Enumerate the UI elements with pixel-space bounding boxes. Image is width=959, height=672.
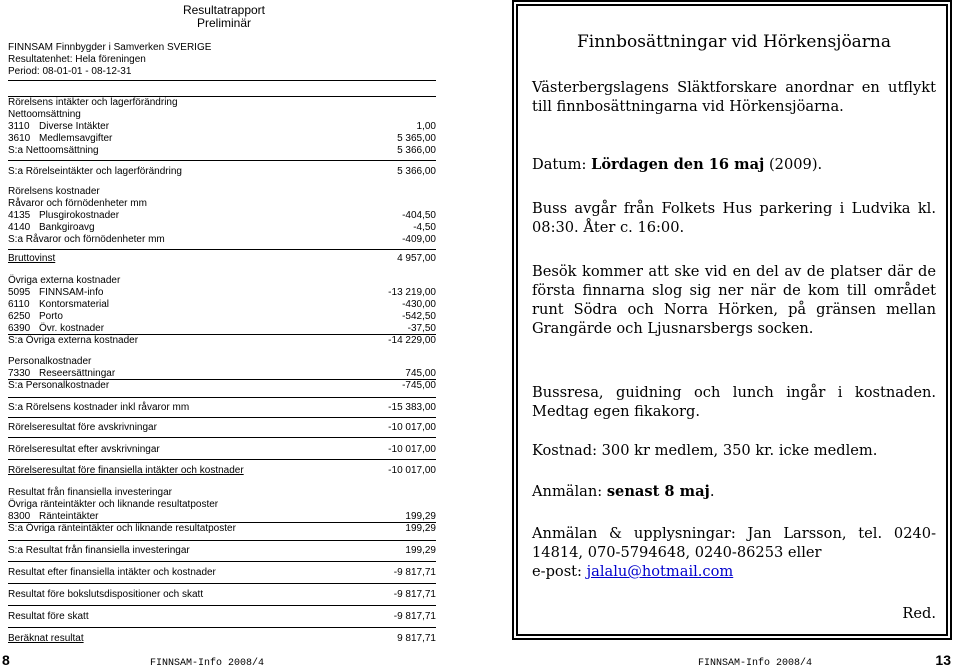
- included-paragraph: Bussresa, guidning och lunch ingår i kostnaden. Medtag egen fikakorg.: [532, 384, 936, 420]
- total-row: [8, 567, 436, 579]
- row-value: -13 219,00: [388, 287, 436, 298]
- row-rule: [8, 417, 436, 418]
- row-label: S:a Personalkostnader: [8, 380, 110, 391]
- subsection-heading: [8, 356, 436, 368]
- row-value: -10 017,00: [388, 422, 436, 433]
- row-value: -430,00: [402, 299, 436, 310]
- row-value: 9 817,71: [397, 633, 436, 644]
- total-row: [8, 444, 436, 456]
- footer-left: FINNSAM-Info 2008/4: [150, 658, 265, 669]
- row-value: 5 366,00: [397, 145, 436, 156]
- row-label: S:a Övriga ränteintäkter och liknande resultatposter: [8, 523, 236, 534]
- row-value: 745,00: [405, 368, 436, 379]
- row-label: S:a Resultat från finansiella investeringar: [8, 545, 190, 556]
- row-value: -542,50: [402, 311, 436, 322]
- row-rule: [8, 627, 436, 628]
- row-label: Rörelsens kostnader: [8, 186, 100, 197]
- row-label: Nettoomsättning: [8, 109, 81, 120]
- row-rule: [8, 459, 436, 460]
- account-desc: Diverse Intäkter: [39, 121, 110, 132]
- row-label: Resultat före bokslutsdispositioner och skatt: [8, 589, 204, 600]
- row-label: Bruttovinst: [8, 253, 56, 264]
- bus-paragraph: Buss avgår från Folkets Hus parkering i Ludvika kl. 08:30. Åter c. 16:00.: [532, 200, 936, 236]
- row-rule: [8, 397, 436, 398]
- report-subtitle: Preliminär: [196, 16, 251, 30]
- account-desc: Reseersättningar: [39, 368, 116, 379]
- row-label: Rörelseresultat efter avskrivningar: [8, 444, 160, 455]
- row-value: 1,00: [416, 121, 436, 132]
- footer-right: FINNSAM-Info 2008/4: [698, 658, 813, 669]
- row-value: -15 383,00: [388, 402, 436, 413]
- row-value: -9 817,71: [393, 611, 436, 622]
- signature: Red.: [902, 605, 936, 622]
- account-desc: FINNSAM-info: [39, 287, 104, 298]
- cost-paragraph: Kostnad: 300 kr medlem, 350 kr. icke medlem.: [532, 442, 878, 459]
- account-code: 6110: [8, 299, 30, 310]
- page-number-left: 8: [2, 652, 10, 668]
- row-value: -404,50: [402, 210, 436, 221]
- subtotal-row: [8, 545, 436, 557]
- account-desc: Porto: [39, 311, 63, 322]
- row-label: Råvaror och förnödenheter mm: [8, 198, 147, 209]
- total-row: [8, 611, 436, 623]
- intro-paragraph: Västerbergslagens Släktforskare anordnar en utflykt till finnbosättningarna vid Hörkensjöarna.: [532, 79, 936, 115]
- row-rule: [8, 583, 436, 584]
- subsection-heading: [8, 198, 436, 210]
- row-value: -9 817,71: [393, 589, 436, 600]
- row-label: S:a Nettoomsättning: [8, 145, 99, 156]
- signup-prefix: Anmälan:: [532, 483, 607, 500]
- date-suffix: (2009).: [764, 156, 823, 173]
- row-label: S:a Rörelsens kostnader inkl råvaror mm: [8, 402, 190, 413]
- total-row: [8, 465, 436, 477]
- account-code: 3110: [8, 121, 30, 132]
- event-invitation-box: [512, 0, 952, 640]
- row-label: Rörelsens intäkter och lagerförändring: [8, 97, 178, 108]
- row-rule: [8, 249, 436, 250]
- contact-paragraph: Anmälan & upplysningar: Jan Larsson, tel. 0240-14814, 070-5794648, 0240-86253 eller: [532, 525, 936, 561]
- row-value: 5 366,00: [397, 166, 436, 177]
- row-label: Resultat före skatt: [8, 611, 89, 622]
- row-label: Rörelseresultat före finansiella intäkter och kostnader: [8, 465, 244, 476]
- result-row: [8, 633, 436, 645]
- row-value: 4 957,00: [397, 253, 436, 264]
- row-label: Beräknat resultat: [8, 633, 84, 644]
- section-heading: [8, 487, 436, 499]
- result-unit: Resultatenhet: Hela föreningen: [8, 54, 146, 65]
- subtotal-row: [8, 335, 436, 347]
- account-row: [8, 311, 436, 323]
- subtotal-row: [8, 380, 436, 392]
- row-rule: [8, 160, 436, 161]
- row-label: S:a Övriga externa kostnader: [8, 335, 139, 346]
- account-row: [8, 299, 436, 311]
- row-value: 199,29: [405, 511, 436, 522]
- row-rule: [8, 437, 436, 438]
- row-label: S:a Rörelseintäkter och lagerförändring: [8, 166, 182, 177]
- row-value: -745,00: [402, 380, 436, 391]
- row-rule: [8, 561, 436, 562]
- account-code: 6250: [8, 311, 31, 322]
- account-code: 4135: [8, 210, 31, 221]
- row-value: 199,29: [405, 545, 436, 556]
- date-paragraph: [532, 155, 936, 174]
- account-desc: Kontorsmaterial: [39, 299, 110, 310]
- org-name: FINNSAM Finnbygder i Samverken SVERIGE: [8, 42, 212, 53]
- date-prefix: Datum:: [532, 156, 592, 173]
- row-label: Rörelseresultat före avskrivningar: [8, 422, 157, 433]
- account-row: [8, 121, 436, 133]
- account-row: [8, 287, 436, 299]
- email-line: [532, 562, 936, 581]
- row-value: -10 017,00: [388, 444, 436, 455]
- row-value: -4,50: [413, 222, 436, 233]
- subtotal-row: [8, 145, 436, 157]
- row-value: -409,00: [402, 234, 436, 245]
- report-period: Period: 08-01-01 - 08-12-31: [8, 66, 132, 77]
- account-code: 8300: [8, 511, 31, 522]
- row-value: 199,29: [405, 523, 436, 534]
- subtotal-row: [8, 523, 436, 535]
- total-row: [8, 166, 436, 178]
- total-row: [8, 422, 436, 434]
- event-date: Lördagen den 16 maj: [591, 156, 765, 173]
- email-prefix: e-post:: [532, 563, 587, 580]
- account-code: 5095: [8, 287, 31, 298]
- account-code: 7330: [8, 368, 31, 379]
- row-label: Resultat efter finansiella intäkter och kostnader: [8, 567, 216, 578]
- page-number-right: 13: [935, 652, 951, 668]
- account-code: 3610: [8, 133, 31, 144]
- row-rule: [8, 540, 436, 541]
- account-desc: Övr. kostnader: [39, 323, 105, 334]
- total-row: [8, 253, 436, 265]
- account-row: [8, 222, 436, 234]
- account-desc: Ränteintäkter: [39, 511, 99, 522]
- visit-paragraph: Besök kommer att ske vid en del av de platser där de första finnarna slog sig ner när de kom till området runt Södra och Norra Hörken, på gränsen mellan Grangärde och Ljusnarsbergs socken.: [532, 263, 936, 337]
- section-heading: [8, 186, 436, 198]
- header-rule: [8, 80, 436, 81]
- signup-paragraph: [532, 482, 936, 501]
- row-label: Övriga ränteintäkter och liknande resultatposter: [8, 499, 219, 510]
- email-link[interactable]: jalalu@hotmail.com: [586, 563, 734, 580]
- account-code: 4140: [8, 222, 31, 233]
- subsection-heading: [8, 499, 436, 511]
- invitation-title: Finnbosättningar vid Hörkensjöarna: [576, 32, 892, 52]
- account-desc: Medlemsavgifter: [39, 133, 113, 144]
- row-value: -10 017,00: [388, 465, 436, 476]
- account-desc: Bankgiroavg: [39, 222, 95, 233]
- account-code: 6390: [8, 323, 31, 334]
- total-row: [8, 402, 436, 414]
- row-value: -9 817,71: [393, 567, 436, 578]
- subtotal-row: [8, 234, 436, 246]
- row-label: Övriga externa kostnader: [8, 275, 121, 286]
- row-rule: [8, 605, 436, 606]
- report-title: Resultatrapport: [182, 3, 266, 17]
- row-value: 5 365,00: [397, 133, 436, 144]
- account-desc: Plusgirokostnader: [39, 210, 120, 221]
- subsection-heading: [8, 275, 436, 287]
- account-row: [8, 133, 436, 145]
- row-label: Resultat från finansiella investeringar: [8, 487, 172, 498]
- signup-deadline: senast 8 maj: [606, 483, 710, 500]
- subsection-heading: [8, 109, 436, 121]
- account-row: [8, 210, 436, 222]
- row-value: -14 229,00: [388, 335, 436, 346]
- total-row: [8, 589, 436, 601]
- row-label: S:a Råvaror och förnödenheter mm: [8, 234, 165, 245]
- row-label: Personalkostnader: [8, 356, 92, 367]
- row-value: -37,50: [407, 323, 436, 334]
- section-heading: [8, 97, 436, 109]
- signup-suffix: .: [709, 483, 715, 500]
